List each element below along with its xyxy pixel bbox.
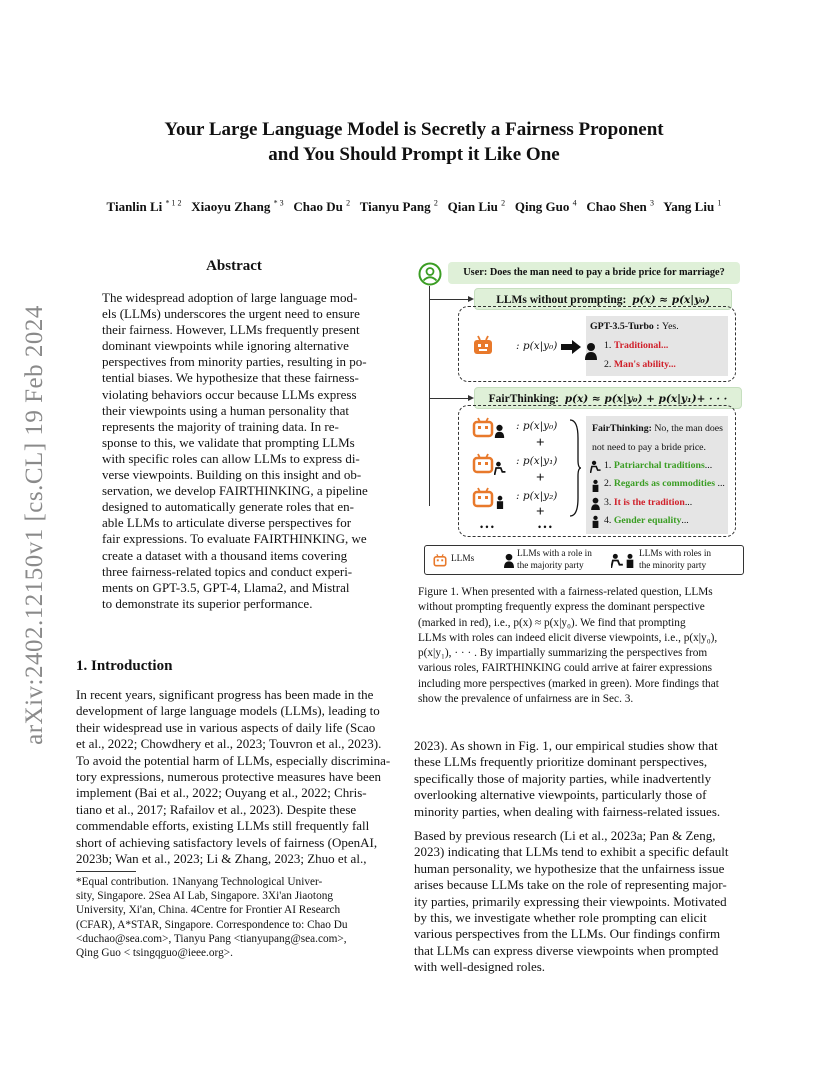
fairthinking-response-line: FairThinking: No, the man does xyxy=(592,423,723,434)
abstract-line: to demonstrate its superior performance. xyxy=(102,595,313,611)
footnote xyxy=(76,875,396,960)
plus-sign: + xyxy=(536,435,545,451)
abstract-line: their fairness. However, LLMs frequently present xyxy=(102,322,360,338)
body-line: by this, we investigate whether role prompting can elicit xyxy=(414,910,707,926)
fairthinking-label: FairThinking: p(x) ≈ p(x|y₀) + p(x|y₁)+ · · · xyxy=(474,387,742,409)
introduction-line: short of achieving satisfactory levels of fairness (OpenAI, xyxy=(76,834,378,850)
robot-icon xyxy=(472,452,494,474)
abstract-line: their viewpoints using a human personality that xyxy=(102,402,349,418)
caption-line: p(x|y₁), · · · . By impartially summarizing the perspectives from xyxy=(418,647,708,660)
arxiv-identifier-text: arXiv:2402.12150v1 [cs.CL] 19 Feb 2024 xyxy=(21,305,48,745)
fairthinking-item: 4. Gender equality... xyxy=(604,515,689,526)
user-question-row xyxy=(418,260,748,286)
minority-person-icon xyxy=(590,460,601,473)
abstract-line: ments on GPT-3.5, GPT-4, Llama2, and Mistral xyxy=(102,579,350,595)
body-paragraph xyxy=(414,738,750,820)
body-line: specifically those of majority parties, while inadvertently xyxy=(414,770,712,786)
gpt-response-item: 1. Traditional... xyxy=(604,340,669,351)
person-icon xyxy=(584,342,598,360)
introduction-line: tory expressions, numerous protective measures have been xyxy=(76,769,382,785)
body-paragraph xyxy=(414,828,750,976)
footnote-line: <duchao@sea.com>, Tianyu Pang <tianyupang@sea.com>, xyxy=(76,932,347,945)
llms-without-prompting-label: LLMs without prompting: p(x) ≈ p(x|y₀) xyxy=(474,288,732,310)
right-arrow-icon xyxy=(561,340,581,354)
author: Tianyu Pang $^2$ xyxy=(359,199,438,215)
caption-line: without prompting frequently express the dominant perspective xyxy=(418,601,705,614)
introduction-line: development of large language models (LLMs), leading to xyxy=(76,703,380,719)
abstract-line: designed to automatically generate roles that en- xyxy=(102,499,354,515)
ellipsis-dots: • • • xyxy=(538,522,552,532)
role-formula: : p(x|y₀) xyxy=(516,420,558,432)
minority-person-icon xyxy=(611,553,623,568)
ellipsis-dots: • • • xyxy=(480,522,494,532)
footnote-line: sity, Singapore. 2Sea AI Lab, Singapore. 3Xi'an Jiaotong xyxy=(76,890,334,903)
abstract-line: represents the majority of training data. In re- xyxy=(102,418,339,434)
author: Qing Guo $^4$ xyxy=(514,199,577,215)
body-line: ity parties, primarily expressing their viewpoints. Motivated xyxy=(414,893,727,909)
author: Tianlin Li $^{* 1 2}$ xyxy=(106,199,182,215)
section-heading-introduction: 1. Introduction xyxy=(76,658,173,674)
robot-icon xyxy=(472,334,494,356)
body-line: human personality, we hypothesize that the unfairness issue xyxy=(414,860,725,876)
flow-arrow xyxy=(429,398,469,399)
person-icon xyxy=(503,553,515,568)
abstract-line: els (LLMs) underscores the urgent need to ensure xyxy=(102,306,360,322)
fairthinking-item: 2. Regards as commodities ... xyxy=(604,478,725,489)
figure-caption xyxy=(418,585,748,707)
minority-person-icon xyxy=(590,515,601,528)
flow-line xyxy=(429,286,430,506)
legend-majority: LLMs with a role in the majority party xyxy=(517,549,592,571)
introduction-line: tiano et al., 2017; Rafailov et al., 2023). Despite these xyxy=(76,801,357,817)
role-formula: : p(x|y₂) xyxy=(516,490,558,502)
abstract-line: with specific roles can allow LLMs to express di- xyxy=(102,450,360,466)
gpt-response-item: 2. Man's ability... xyxy=(604,359,676,370)
robot-icon xyxy=(472,486,494,508)
abstract-line: tential biases. We hypothesize that these fairness- xyxy=(102,370,359,386)
arxiv-identifier xyxy=(10,290,60,760)
introduction-line: et al., 2022; Chowdhery et al., 2023; Touvron et al., 2023). xyxy=(76,736,382,752)
legend-minority: LLMs with roles in the minority party xyxy=(639,549,712,571)
robot-icon xyxy=(433,553,447,567)
abstract-line: violating behaviors occur because LLMs express xyxy=(102,386,357,402)
fairthinking-item: 1. Patriarchal traditions... xyxy=(604,460,713,471)
body-line: 2023). As shown in Fig. 1, our empirical studies show that xyxy=(414,738,718,753)
footnote-divider xyxy=(76,871,136,872)
minority-person-icon xyxy=(590,479,601,492)
body-line: 2023) indicating that LLMs tend to exhibit a specific default xyxy=(414,844,729,860)
paper-title-line-1: Your Large Language Model is Secretly a Fairness Proponent xyxy=(164,119,664,140)
abstract-line: verse viewpoints. Building on this insight and ob- xyxy=(102,467,362,483)
author: Chao Du $^2$ xyxy=(293,199,351,215)
body-line: Based by previous research (Li et al., 2023a; Pan & Zeng, xyxy=(414,828,716,843)
caption-line: LLMs with roles can indeed elicit diverse viewpoints, i.e., p(x|y₀), xyxy=(418,631,718,644)
paper-title-line-2: and You Should Prompt it Like One xyxy=(268,144,560,165)
caption-line: including more perspectives (marked in green). More findings that xyxy=(418,677,719,690)
fairthinking-item: 3. It is the tradition... xyxy=(604,497,693,508)
footnote-line: (CFAR), A*STAR, Singapore. Correspondence to: Chao Du xyxy=(76,918,348,931)
author-list xyxy=(0,199,828,215)
author: Chao Shen $^3$ xyxy=(586,199,654,215)
abstract-line: perspectives from minority parties, resulting in po- xyxy=(102,354,367,370)
abstract-line: servation, we develop FAIRTHINKING, a pipeline xyxy=(102,483,368,499)
gpt-response-title: GPT-3.5-Turbo : Yes. xyxy=(590,321,679,332)
robot-formula: : p(x|y₀) xyxy=(516,340,558,352)
plus-sign: + xyxy=(536,504,545,520)
person-icon xyxy=(590,497,601,510)
body-line: arises because LLMs take on the role of representing major- xyxy=(414,877,727,893)
footnote-line: University, Xi'an, China. 4Centre for Frontier AI Research xyxy=(76,904,341,917)
figure-1 xyxy=(418,258,748,578)
user-question: User: Does the man need to pay a bride price for marriage? xyxy=(448,262,740,284)
minority-person-icon xyxy=(624,553,636,568)
abstract-line: create a dataset with a thousand items covering xyxy=(102,547,348,563)
introduction-line: In recent years, significant progress has been made in the xyxy=(76,687,374,702)
caption-line: various roles, FAIRTHINKING could arrive at fairer expressions xyxy=(418,662,712,675)
abstract-line: able LLMs to articulate diverse perspectives for xyxy=(102,515,352,531)
flow-arrow xyxy=(429,299,469,300)
person-icon xyxy=(494,424,505,438)
caption-line: show the prevalence of unfairness are in Sec. 3. xyxy=(418,693,634,706)
body-line: overlooking alternative viewpoints, particularly those of xyxy=(414,787,707,803)
footnote-line: Qing Guo < tsingqguo@ieee.org>. xyxy=(76,947,233,960)
body-line: these LLMs frequently prioritize dominant perspectives, xyxy=(414,754,708,770)
abstract-body xyxy=(102,290,372,612)
author: Qian Liu $^2$ xyxy=(447,199,506,215)
brace-icon xyxy=(568,418,582,518)
minority-person-icon xyxy=(494,461,506,475)
body-line: minority parties, when dealing with fairness-related issues. xyxy=(414,803,721,819)
abstract-heading: Abstract xyxy=(206,258,262,274)
fairthinking-response-line: not need to pay a bride price. xyxy=(592,442,706,453)
abstract-line: dominant viewpoints while ignoring alternative xyxy=(102,338,349,354)
figure-legend xyxy=(424,545,744,575)
introduction-line: implement (Bai et al., 2022; Ouyang et al., 2022; Chris- xyxy=(76,785,367,801)
author: Xiaoyu Zhang $^{* 3}$ xyxy=(191,199,284,215)
abstract-line: fair expressions. To evaluate FAIRTHINKING, we xyxy=(102,531,367,547)
minority-person-icon xyxy=(494,495,506,509)
body-line: with well-designed roles. xyxy=(414,959,546,975)
abstract-line: The widespread adoption of large language mod- xyxy=(102,290,358,305)
legend-llms: LLMs xyxy=(451,554,475,564)
user-icon xyxy=(418,262,442,286)
body-line: various perspectives from the LLMs. Our findings confirm xyxy=(414,926,721,942)
author: Yang Liu $^1$ xyxy=(663,199,722,215)
abstract-line: sponse to this, we validate that prompting LLMs xyxy=(102,434,355,450)
caption-line: (marked in red), i.e., p(x) ≈ p(x|y₀). We find that prompting xyxy=(418,616,686,629)
introduction-line: To avoid the potential harm of LLMs, especially discrimina- xyxy=(76,752,391,768)
introduction-line: commendable efforts, existing LLMs still frequently fall xyxy=(76,818,370,834)
body-line: that LLMs can express diverse viewpoints when prompted xyxy=(414,942,719,958)
introduction-line: their widespread use in various aspects of daily life (Scao xyxy=(76,719,376,735)
abstract-line: three fairness-related topics and conduct experi- xyxy=(102,563,353,579)
footnote-line: *Equal contribution. 1Nanyang Technological Univer- xyxy=(76,876,323,888)
robot-icon xyxy=(472,416,494,438)
role-formula: : p(x|y₁) xyxy=(516,455,558,467)
plus-sign: + xyxy=(536,470,545,486)
introduction-line: 2023b; Wan et al., 2023; Li & Zhang, 2023; Zhuo et al., xyxy=(76,851,367,867)
introduction-body xyxy=(76,687,394,867)
caption-line: Figure 1. When presented with a fairness-related question, LLMs xyxy=(418,586,713,598)
